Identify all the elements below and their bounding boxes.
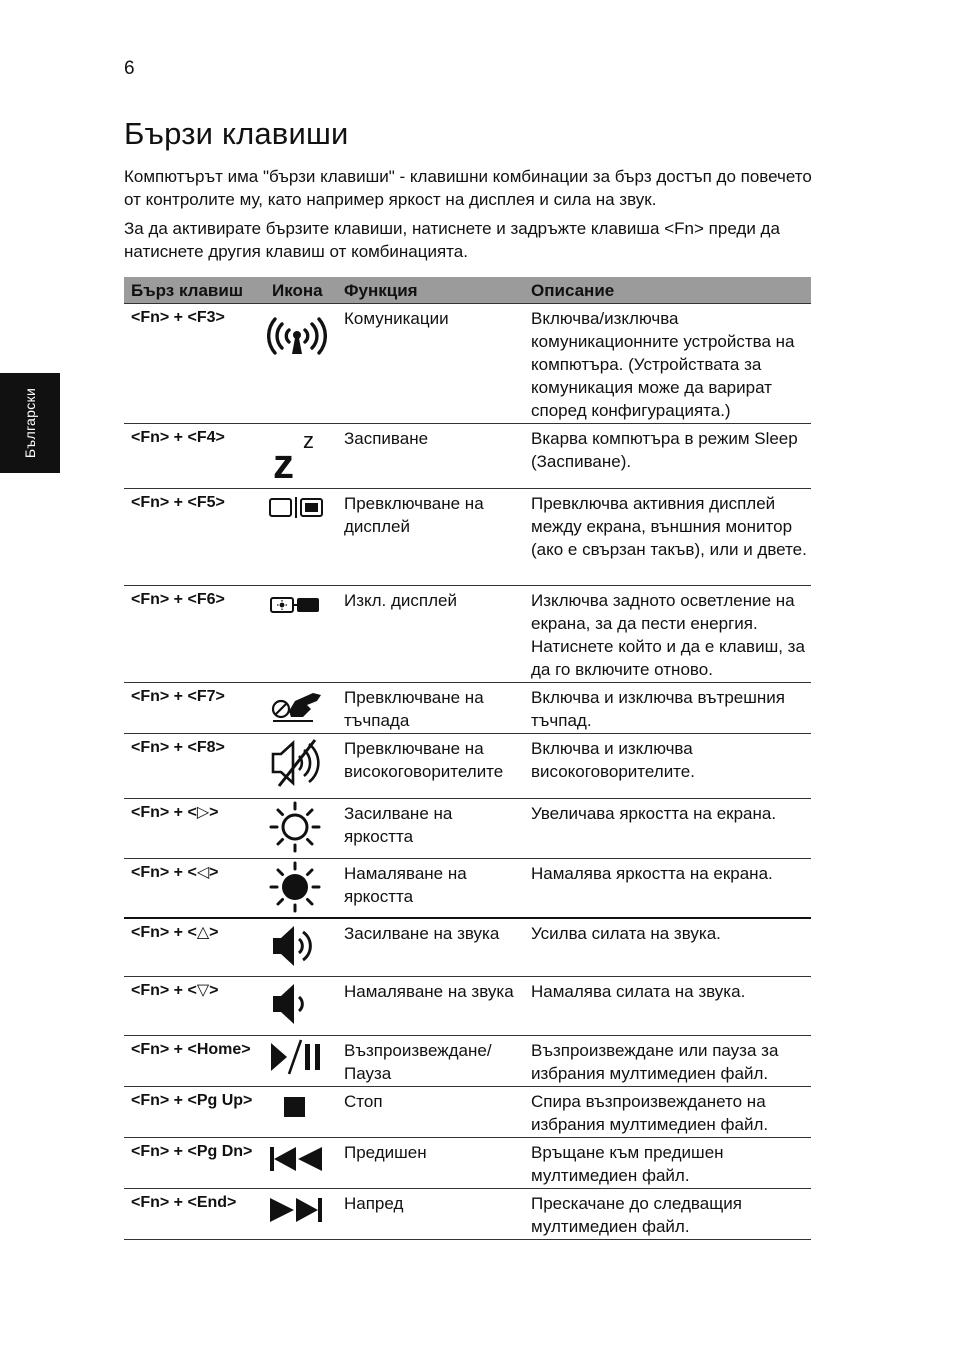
- description-cell: Усилва силата на звука.: [524, 918, 811, 977]
- volume-up-icon: [267, 919, 327, 973]
- icon-cell: [265, 1138, 337, 1189]
- function-cell: Превключване на високоговорителите: [337, 734, 524, 799]
- hotkey-cell: <Fn> + <△>: [124, 918, 265, 977]
- svg-text:z: z: [303, 428, 314, 453]
- function-cell: Превключване на тъчпада: [337, 683, 524, 734]
- icon-cell: [265, 424, 337, 489]
- hotkey-cell: <Fn> + <Pg Up>: [124, 1087, 265, 1138]
- function-cell: Напред: [337, 1189, 524, 1240]
- description-cell: Изключва задното осветление на екрана, за да пести енергия. Натиснете който и да е клавиш, за да го включите отново.: [524, 586, 811, 683]
- description-cell: Включва и изключва високоговорителите.: [524, 734, 811, 799]
- description-cell: Възпроизвеждане или пауза за избрания мултимедиен файл.: [524, 1036, 811, 1087]
- display-switch-icon: [267, 489, 327, 525]
- language-label: Български: [22, 387, 38, 459]
- hotkey-cell: <Fn> + <F5>: [124, 489, 265, 586]
- function-cell: Предишен: [337, 1138, 524, 1189]
- hotkeys-table: [124, 277, 811, 1240]
- hotkey-cell: <Fn> + <Home>: [124, 1036, 265, 1087]
- display-off-icon: [267, 586, 327, 620]
- function-cell: Заспиване: [337, 424, 524, 489]
- function-cell: Намаляване на яркостта: [337, 859, 524, 918]
- icon-cell: [265, 1189, 337, 1240]
- hotkey-cell: <Fn> + <F8>: [124, 734, 265, 799]
- function-cell: Изкл. дисплей: [337, 586, 524, 683]
- icon-cell: [265, 799, 337, 859]
- icon-cell: [265, 586, 337, 683]
- header-description: Описание: [524, 277, 811, 304]
- header-icon: Икона: [265, 277, 337, 304]
- icon-cell: [265, 734, 337, 799]
- icon-cell: [265, 1087, 337, 1138]
- header-function: Функция: [337, 277, 524, 304]
- wireless-icon: [267, 304, 327, 360]
- table-row: [124, 859, 811, 918]
- description-cell: Спира възпроизвеждането на избрания мултимедиен файл.: [524, 1087, 811, 1138]
- hotkey-cell: <Fn> + <◁>: [124, 859, 265, 918]
- page-title: Бързи клавиши: [124, 116, 349, 151]
- description-cell: Вкарва компютъра в режим Sleep (Заспиване).: [524, 424, 811, 489]
- function-cell: Превключване на дисплей: [337, 489, 524, 586]
- description-cell: Превключва активния дисплей между екрана, външния монитор (ако е свързан такъв), или и двете.: [524, 489, 811, 586]
- previous-icon: [267, 1138, 327, 1180]
- next-icon: [267, 1189, 327, 1231]
- function-cell: Комуникации: [337, 304, 524, 424]
- function-cell: Засилване на яркостта: [337, 799, 524, 859]
- table-row: [124, 799, 811, 859]
- brightness-up-icon: [267, 799, 327, 855]
- description-cell: Намалява силата на звука.: [524, 977, 811, 1036]
- hotkey-cell: <Fn> + <F6>: [124, 586, 265, 683]
- hotkey-cell: <Fn> + <▷>: [124, 799, 265, 859]
- description-cell: Намалява яркостта на екрана.: [524, 859, 811, 918]
- volume-down-icon: [267, 977, 327, 1031]
- description-cell: Включва/изключва комуникационните устройства на компютъра. (Устройствата за комуникация може да варират според конфигурацията.): [524, 304, 811, 424]
- intro-paragraph-2: За да активирате бързите клавиши, натиснете и задръжте клавиша <Fn> преди да натиснете другия клавиш от комбинацията.: [124, 219, 780, 261]
- table-row: [124, 1138, 811, 1189]
- table-row: [124, 489, 811, 586]
- hotkey-cell: <Fn> + <Pg Dn>: [124, 1138, 265, 1189]
- icon-cell: [265, 859, 337, 918]
- description-cell: Прескачане до следващия мултимедиен файл.: [524, 1189, 811, 1240]
- description-cell: Връщане към предишен мултимедиен файл.: [524, 1138, 811, 1189]
- header-hotkey: Бърз клавиш: [124, 277, 265, 304]
- function-cell: Намаляване на звука: [337, 977, 524, 1036]
- icon-cell: [265, 489, 337, 586]
- table-row: [124, 918, 811, 977]
- speaker-toggle-icon: [267, 734, 327, 792]
- table-row: [124, 977, 811, 1036]
- table-row: [124, 304, 811, 424]
- icon-cell: [265, 683, 337, 734]
- stop-icon: [267, 1087, 327, 1127]
- table-row: [124, 586, 811, 683]
- function-cell: Стоп: [337, 1087, 524, 1138]
- description-cell: Включва и изключва вътрешния тъчпад.: [524, 683, 811, 734]
- icon-cell: [265, 304, 337, 424]
- table-row: [124, 1189, 811, 1240]
- hotkey-cell: <Fn> + <F3>: [124, 304, 265, 424]
- icon-cell: [265, 977, 337, 1036]
- icon-cell: [265, 1036, 337, 1087]
- table-row: [124, 734, 811, 799]
- svg-text:z: z: [273, 440, 294, 484]
- hotkey-cell: <Fn> + <F4>: [124, 424, 265, 489]
- intro-paragraph-1: Компютърът има "бързи клавиши" - клавишни комбинации за бърз достъп до повечето от контролите му, като например яркост на дисплея и сила на звук.: [124, 167, 812, 209]
- page-number: 6: [124, 58, 135, 79]
- play-pause-icon: [267, 1036, 327, 1078]
- table-row: [124, 1087, 811, 1138]
- function-cell: Възпроизвеждане/ Пауза: [337, 1036, 524, 1087]
- icon-cell: [265, 918, 337, 977]
- table-row: [124, 1036, 811, 1087]
- hotkey-cell: <Fn> + <End>: [124, 1189, 265, 1240]
- brightness-down-icon: [267, 859, 327, 915]
- table-row: [124, 424, 811, 489]
- language-side-tab: [0, 373, 60, 473]
- hotkey-cell: <Fn> + <▽>: [124, 977, 265, 1036]
- touchpad-toggle-icon: [267, 683, 327, 727]
- description-cell: Увеличава яркостта на екрана.: [524, 799, 811, 859]
- sleep-icon: [267, 424, 327, 484]
- table-row: [124, 683, 811, 734]
- hotkey-cell: <Fn> + <F7>: [124, 683, 265, 734]
- function-cell: Засилване на звука: [337, 918, 524, 977]
- table-header-row: [124, 277, 811, 304]
